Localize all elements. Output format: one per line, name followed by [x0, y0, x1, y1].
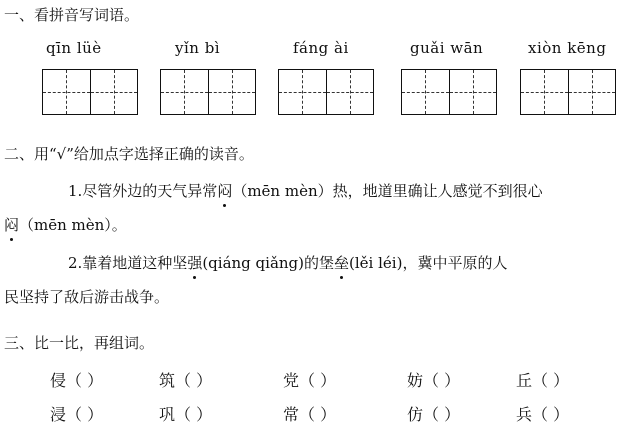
writing-box-4[interactable] — [401, 69, 497, 115]
writing-box-2[interactable] — [160, 69, 256, 115]
q2-text-pre: 2.靠着地道这种坚 — [68, 254, 188, 272]
writing-cell[interactable] — [449, 70, 497, 114]
q1-text-end: （mēn mèn）。 — [19, 216, 127, 234]
question-2-line-1 — [68, 252, 507, 273]
q2-text-post: (lěi léi)，冀中平原的人 — [349, 254, 508, 272]
q2-dotted-char-2: 垒 — [334, 254, 350, 272]
pinyin-4: guǎi wān — [410, 39, 484, 57]
pinyin-2: yǐn bì — [175, 39, 221, 57]
compare-item: 妨（ ） — [407, 371, 461, 390]
section1-title: 一、看拼音写词语。 — [4, 6, 140, 24]
compare-item: 侵（ ） — [50, 371, 104, 390]
compare-item: 兵（ ） — [516, 405, 570, 424]
q2-text-mid: (qiáng qiǎng)的堡 — [202, 254, 335, 272]
compare-item: 常（ ） — [283, 405, 337, 424]
writing-box-1[interactable] — [42, 69, 138, 115]
compare-item: 党（ ） — [283, 371, 337, 390]
section2-title: 二、用“√”给加点字选择正确的读音。 — [4, 145, 254, 163]
writing-cell[interactable] — [402, 70, 449, 114]
compare-item: 仿（ ） — [407, 405, 461, 424]
q1-text-post: （mēn mèn）热，地道里确让人感觉不到很心 — [232, 182, 543, 200]
writing-cell[interactable] — [208, 70, 256, 114]
pinyin-1: qīn lüè — [46, 39, 102, 57]
writing-cell[interactable] — [279, 70, 326, 114]
pinyin-3: fáng ài — [293, 39, 349, 57]
question-2-line-2: 民坚持了敌后游击战争。 — [4, 288, 170, 306]
q1-dotted-char-2: 闷 — [4, 216, 20, 234]
q1-text-pre: 1.尽管外边的天气异常 — [68, 182, 218, 200]
writing-box-5[interactable] — [520, 69, 616, 115]
writing-box-3[interactable] — [278, 69, 374, 115]
pinyin-5: xiòn kēng — [528, 39, 607, 57]
writing-cell[interactable] — [521, 70, 568, 114]
writing-cell[interactable] — [161, 70, 208, 114]
section3-title: 三、比一比，再组词。 — [4, 334, 155, 352]
writing-cell[interactable] — [326, 70, 374, 114]
writing-cell[interactable] — [43, 70, 90, 114]
question-1-line-1 — [68, 180, 543, 201]
compare-item: 浸（ ） — [50, 405, 104, 424]
compare-item: 筑（ ） — [159, 371, 213, 390]
writing-cell[interactable] — [90, 70, 138, 114]
compare-item: 丘（ ） — [516, 371, 570, 390]
writing-cell[interactable] — [568, 70, 616, 114]
compare-item: 巩（ ） — [159, 405, 213, 424]
q2-dotted-char: 强 — [187, 254, 203, 272]
question-1-line-2 — [4, 214, 127, 235]
q1-dotted-char: 闷 — [217, 182, 233, 200]
